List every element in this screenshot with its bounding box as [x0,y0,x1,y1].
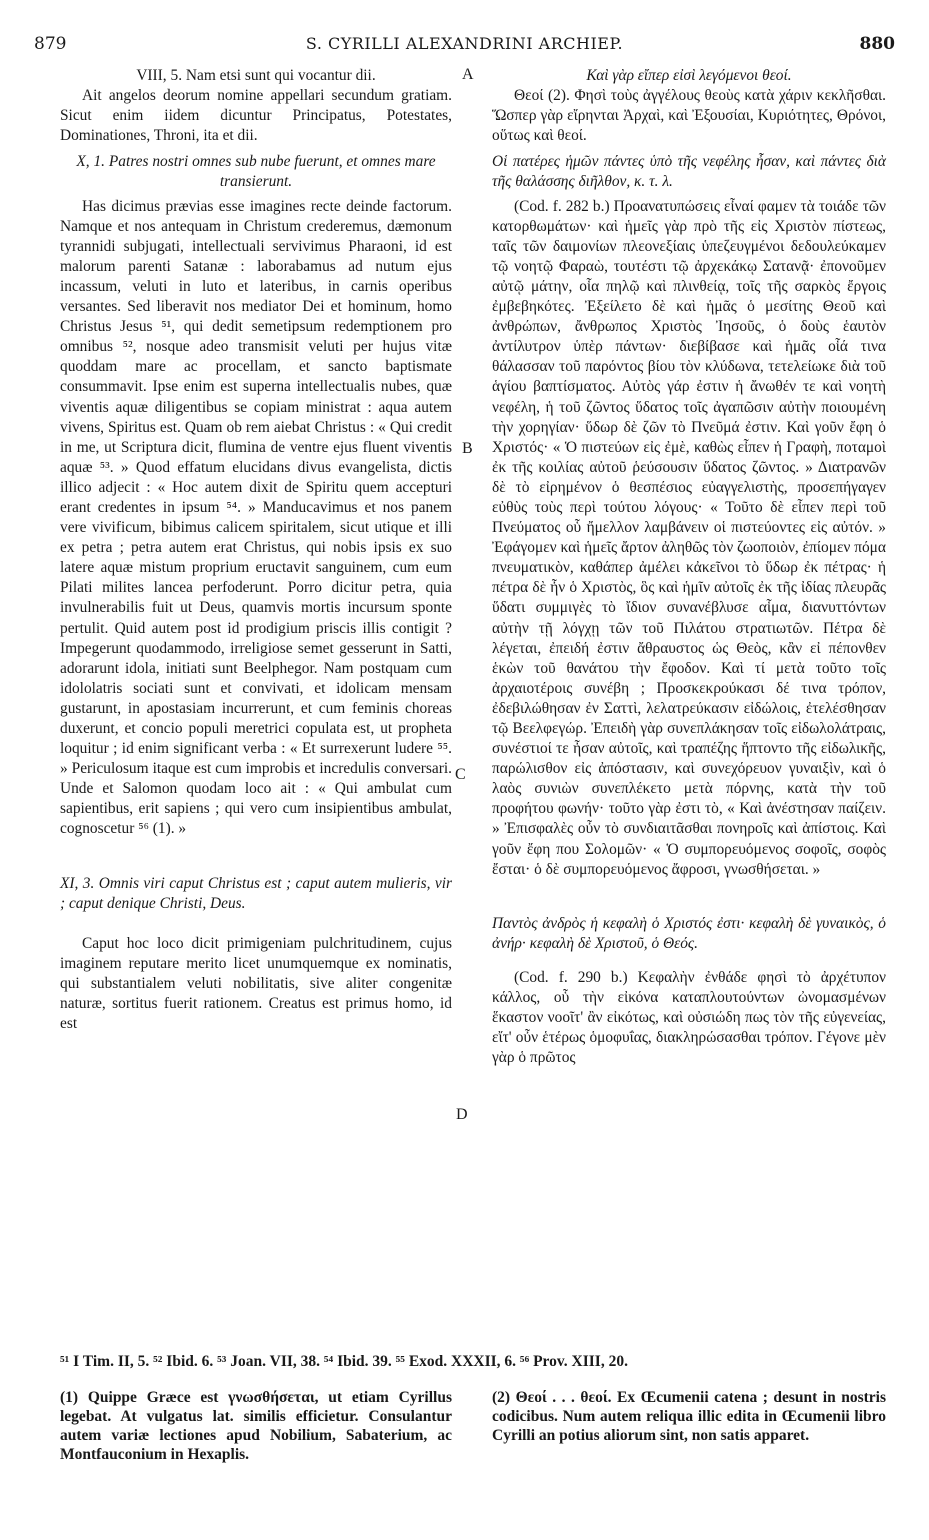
lemma-greek-2: Οἱ πατέρες ἡμῶν πάντες ὑπὸ τῆς νεφέλης ἦσαν, καὶ πάντες διὰ τῆς θαλάσσης διῆλθον, κ. τ. λ. [492,153,886,191]
lemma-latin-2: X, 1. Patres nostri omnes sub nube fuerunt, et omnes mare transierunt. [76,153,436,191]
column-number-left: 879 [34,34,67,54]
margin-marker-b: B [462,440,473,457]
footnote-left [60,1388,452,1464]
paragraph-greek-2: (Cod. f. 282 b.) Προανατυπώσεις εἶναί φαμεν τὰ τοιάδε τῶν κατορθωμάτων· καὶ ἡμεῖς γὰρ πρὸ τῆς εἰς Χριστὸν πίστεως, ταῖς τῶν δαιμονίων πλεονεξίαις ὑπεζευγμένοι δεδουλεύκαμεν τῷ νοητῷ Φαραὼ, τουτέστι τῷ ἀρχεκάκῳ Σατανᾷ· ἐπονοῦμεν αὐτῷ μάτην, οἷα πηλῷ καὶ πλινθείᾳ, τοῖς τῆς σαρκὸς ἔργοις ἐμβεβηκότες. Ἐξείλετο δὲ καὶ ἡμᾶς ὁ μεσίτης Θεοῦ καὶ ἀνθρώπων, ἄνθρωπος Χριστὸς Ἰησοῦς, ὁ δοὺς ἑαυτὸν ἀντίλυτρον ὑπὲρ πάντων· διεβίβασε καὶ ἡμᾶς οἷά τινα θάλασσαν τοῦ παρόντος βίου τὸν κλύδωνα, τετελείωκε διὰ τοῦ ἁγίου βαπτίσματος. Αὐτὸς γάρ ἐστιν ἡ ἄνωθέν τε καὶ νοητὴ νεφέλη, ἡ τοῦ ζῶντος ὕδατος τοῖς ἀγαπῶσιν αὐτὴν ποιουμένη τὴν χορηγίαν· ὕδωρ δὲ ζῶν τὸ Πνεῦμά ἐστιν. Καὶ γοῦν ἔφη ὁ Χριστός· « Ὁ πιστεύων εἰς ἐμὲ, καθὼς εἶπεν ἡ Γραφὴ, ποταμοὶ ἐκ τῆς κοιλίας αὐτοῦ ῥεύσουσιν ὕδατος ζῶντος. » Διατρανῶν δὲ τὸ εἰρημένον ὁ θεσπέσιος εὐαγγελιστὴς, προσεπήγαγεν εὐθὺς τοὺς περὶ τούτου λόγους· « Τοῦτο δὲ εἶπεν περὶ τοῦ Πνεύματος οὗ ἤμελλον λαμβάνειν οἱ πιστεύοντες εἰς αὐτόν. » Ἐφάγομεν καὶ ἡμεῖς ἄρτον ἀληθῶς τὸν ζωοποιὸν, ἐπίομεν πόμα πνευματικὸν, καθάπερ ἀμέλει κἀκεῖνοι τὸ ὕδωρ ἐκ πέτρας· ἡ πέτρα δὲ ἦν ὁ Χριστὸς, ὃς καὶ ἡμῖν αὐτοῖς ἐκ τῆς ἰδίας πλευρᾶς ὕδατι συμμιγὲς τὸ ἴδιον συνανέβλυσε αἷμα, διανυττόντων αὐτὴν τῇ λόγχῃ τῶν τοῦ Πιλάτου στρατιωτῶν. Πέτρα δὲ λέγεται, ἐπειδή ἐστιν ἄθραυστος ὡς Θεὸς, κἂν εἰ πέπονθεν ἑκὼν τοῦ θανάτου τὴν ἔφοδον. Καὶ τί μετὰ τοῦτο τοῖς ἀρχαιοτέροις συνέβη ; Προσκεκρούκασι δέ τινα τρόπον, ἐδεβιλώθησαν ἐν Σαττὶ, λελατρεύκασιν εἰδώλοις, ἐτελέσθησαν τῷ Βεελφεγώρ. Ἐπειδὴ γὰρ συνεπλάκησαν τοῖς εἰδωλολάτραις, συνέστιοί τε ἦσαν αὐτοῖς, καὶ τραπέζης ἥπτοντο τῆς εἰδωλικῆς, παρώλισθον εἰς ἀπόστασιν, καὶ συνεχόρευον γυναιξὶν, καὶ ὁ λαὸς συνιὼν συνεπλέκετο μετὰ πόρνης, κατὰ τὴν τοῦ προφήτου φωνήν· τοῦτο γὰρ ἐστι τὸ, « Καὶ ἀνέστησαν παίζειν. » Ἐπισφαλὲς οὖν τὸ συνδιαιτᾶσθαι πονηροῖς καὶ ἀπίστοις. Καὶ γοῦν ἔφη που Σολομῶν· « Ὁ συμπορευόμενος σοφοῖς, σοφὸς ἔσται· ὁ δὲ συμπορευόμενος ἄφροσι, γνωσθήσεται. » [492,197,886,878]
column-number-right: 880 [859,34,895,54]
footnote-right [492,1388,886,1445]
running-title: S. CYRILLI ALEXANDRINI ARCHIEP. [305,34,624,53]
scripture-references: ⁵¹ I Tim. II, 5. ⁵² Ibid. 6. ⁵³ Joan. VII, 38. ⁵⁴ Ibid. 39. ⁵⁵ Exod. XXXII, 6. ⁵⁶ Prov. XIII, 20. [60,1353,628,1370]
running-header [34,34,895,58]
latin-column [60,66,452,1034]
lemma-latin-1: VIII, 5. Nam etsi sunt qui vocantur dii. [136,67,376,84]
paragraph-latin-2: Has dicimus prævias esse imagines recte deinde factorum. Namque et nos antequam in Christum crederemus, dæmonum tyrannidi subjugati, intellectuali servivimus Pharaoni, id est malorum parenti Satanæ : laborabamus ad nutum ejus incassum, veluti in luto et lateribus, in carnis operibus versantes. Sed liberavit nos mediator Dei et hominum, homo Christus Jesus ⁵¹, qui dedit semetipsum redemptionem pro omnibus ⁵², nosque adeo transmisit veluti per hujus vitæ quoddam mare ac procellam, et sancto baptismate consummavit. Ipse enim est superna intellectualis nubes, quæ viventis aquæ diligentibus se copiam ministrat : aqua autem vivens, Spiritus est. Quam ob rem aiebat Christus : « Qui credit in me, ut Scriptura dicit, flumina de ventre ejus fluent viventis aquæ ⁵³. » Quod effatum elucidans divus evangelista, dictis illico adjecit : « Hoc autem dixit de Spiritu quem accepturi erant credentes in ipsum ⁵⁴. » Manducavimus et nos panem vere vivificum, bibimus calicem spiritalem, sicut utique et illi ex petra ; petra autem erat Christus, qui nobis ipsis ex suo latere aquæ mistum proprium eructavit sanguinem, cum eum Pilati milites lancea perfoderunt. Porro dicitur petra, quia invulnerabilis fuit ut Deus, quamvis mortis incursum sponte pertulit. Quid autem post id prodigium priscis illis contigit ? Impegerunt quodammodo, irreligiose semet gesserunt in Satti, adorarunt idola, initiati sunt Beelphegor. Nam postquam cum idololatris sociati sunt et convivati, et idolicam mensam gustarunt, in apostasiam incurrerunt, et cum feminis choreas duxerunt, et concio populi meretrici copulata est, ut propheta loquitur ; id enim significant verba : « Et surrexerunt ludere ⁵⁵. » Periculosum itaque est cum improbis et incredulis conversari. Unde et Salomon quodam loco ait : « Qui ambulat cum sapientibus, erit sapiens ; qui vero cum insipientibus ambulat, cognoscetur ⁵⁶ (1). » [60,197,452,838]
paragraph-greek-3: (Cod. f. 290 b.) Κεφαλὴν ἐνθάδε φησὶ τὸ ἀρχέτυπον κάλλος, οὗ τὴν εἰκόνα καταπλουτούντων ὠνομασμένων ἕκαστον νοοῖτ' ἂν εἰκότως, καὶ οὐσιώδη πως τὸν τῆς εὐγενείας, εἴτ' οὖν ἑτέρως ὁμοφυΐας, διακληρώσασθαι τρόπον. Γέγονε μὲν γὰρ ὁ πρῶτος [492,968,886,1067]
footnote-1: (1) Quippe Græce est γνωσθήσεται, ut etiam Cyrillus legebat. At vulgatus lat. similis efficietur. Consulantur autem variæ lectiones apud Nobilium, Sabaterium, ac Montfauconium in Hexaplis. [60,1389,452,1463]
lemma-greek-1: Καὶ γὰρ εἴπερ εἰσὶ λεγόμενοι θεοί. [586,67,792,84]
footnote-2: (2) Θεοί . . . θεοί. Ex Œcumenii catena ; desunt in nostris codicibus. Num autem reliqua illic edita in Œcumenii libro Cyrilli an potius aliorum sint, non satis apparet. [492,1389,886,1444]
paragraph-latin-1: Ait angelos deorum nomine appellari secundum gratiam. Sicut enim iidem dicuntur Principatus, Potestates, Dominationes, Throni, ita et dii. [60,87,452,145]
lemma-greek-3: Παντὸς ἀνδρὸς ἡ κεφαλὴ ὁ Χριστός ἐστι· κεφαλὴ δὲ γυναικὸς, ὁ ἀνήρ· κεφαλὴ δὲ Χριστοῦ, ὁ Θεός. [492,914,886,952]
margin-marker-d: D [456,1106,468,1123]
paragraph-latin-3: Caput hoc loco dicit primigeniam pulchritudinem, cujus imaginem reputare merito licet unumquemque ex nominatis, qui substantialem veluti nobilitatis, sive aliter congenitæ naturæ, sortitus fuerit rationem. Creatus est primus homo, id est [60,934,452,1033]
lemma-latin-3: XI, 3. Omnis viri caput Christus est ; caput autem mulieris, vir ; caput denique Christi, Deus. [60,874,452,912]
paragraph-greek-1: Θεοί (2). Φησὶ τοὺς ἀγγέλους θεοὺς κατὰ χάριν κεκλῆσθαι. Ὥσπερ γὰρ εἴρηνται Ἀρχαὶ, καὶ Ἐξουσίαι, Κυριότητες, Θρόνοι, οὕτως καὶ θεοί. [492,87,886,145]
margin-marker-a: A [462,66,474,83]
margin-marker-c: C [455,766,466,783]
greek-column [492,66,886,1068]
